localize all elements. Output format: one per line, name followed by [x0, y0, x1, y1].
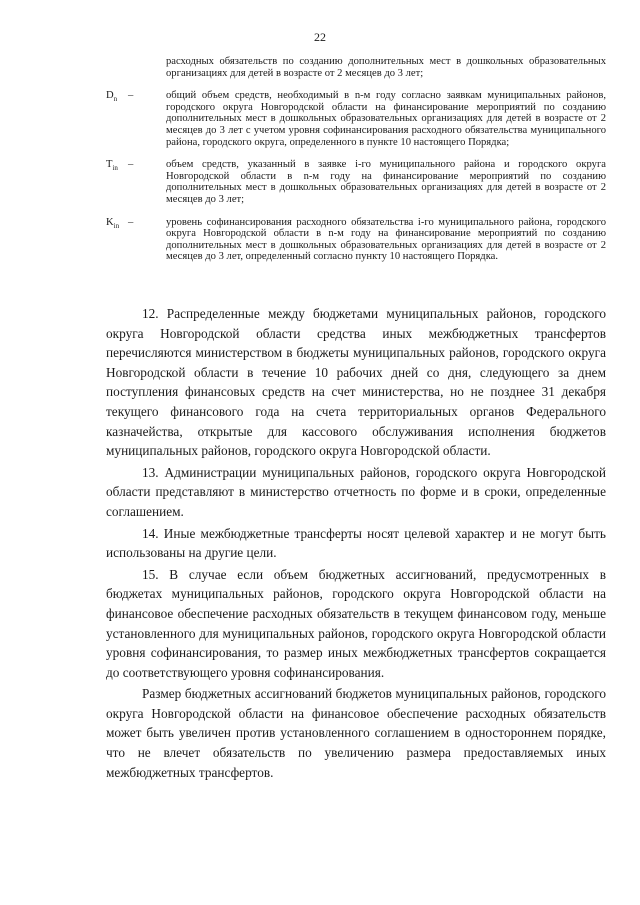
definition-dash: –	[128, 90, 134, 102]
definition-symbol: $K_{in}$	[106, 216, 120, 230]
definition-item	[106, 90, 606, 148]
paragraph-13: 13. Администрации муниципальных районов, городского округа Новгородской области представляют в министерство отчетность по форме и в сроки, определенные соглашением.	[106, 464, 606, 519]
document-body	[106, 304, 606, 784]
paragraph-15: 15. В случае если объем бюджетных ассигнований, предусмотренных в бюджетах муниципальных районов, городского округа Новгородской области на финансовое обеспечение расходных обязательств в текущем финансовом году, меньше установленного для муниципальных районов, городского округа Новгородской области уровня софинансирования, то размер иных межбюджетных трансфертов сокращается до соответствующего уровня софинансирования.	[106, 566, 606, 680]
paragraph-budget-increase: Размер бюджетных ассигнований бюджетов муниципальных районов, городского округа Новгородской области на финансовое обеспечение расходных обязательств может быть увеличен против установленного соглашением в одностороннем порядке, что не влечет обязательств по увеличению размера предоставляемых иных межбюджетных трансфертов.	[106, 686, 606, 780]
definition-text: общий объем средств, необходимый в n-м году согласно заявкам муниципальных районов, городского округа Новгородской области на финансирование мероприятий по созданию дополнительных мест в дошкольных образовательных организациях для детей в возрасте от 2 месяцев до 3 лет с учетом уровня софинансирования расходного обязательства муниципального района, городского округа, определенного в пункте 10 настоящего Порядка;	[166, 90, 606, 148]
definition-dash: –	[128, 159, 134, 171]
paragraph-12: 12. Распределенные между бюджетами муниципальных районов, городского округа Новгородской области средства иных межбюджетных трансфертов перечисляются министерством в бюджеты муниципальных районов, городского округа Новгородской области в течение 10 рабочих дней со дня, следующего за днем поступления финансовых средств на счет министерства, но не позднее 31 декабря текущего финансового года на счета территориальных органов Федерального казначейства, открытые для кассового обслуживания исполнения бюджетов муниципальных районов, городского округа Новгородской области.	[106, 306, 606, 459]
page-number: 22	[314, 30, 326, 44]
definition-dash: –	[128, 216, 134, 228]
definition-text: объем средств, указанный в заявке i-го муниципального района и городского округа Новгородской области в n-м году на финансирование мероприятий по созданию дополнительных мест в дошкольных образовательных организациях для детей в возрасте от 2 месяцев до 3 лет;	[166, 159, 606, 205]
definition-item	[106, 159, 606, 205]
definition-symbol: $D_n$	[106, 90, 118, 104]
paragraph-14: 14. Иные межбюджетные трансферты носят целевой характер и не могут быть использованы на другие цели.	[106, 525, 606, 561]
definition-text: уровень софинансирования расходного обязательства i-го муниципального района, городского округа Новгородской области в n-м году на финансирование мероприятий по созданию дополнительных мест в дошкольных образовательных организациях для детей в возрасте от 2 месяцев до 3 лет, определенный согласно пункту 10 настоящего Порядка.	[166, 216, 606, 263]
definition-continuation: расходных обязательств по созданию дополнительных мест в дошкольных образовательных организациях для детей в возрасте от 2 месяцев до 3 лет;	[166, 56, 606, 79]
definitions-block	[106, 56, 606, 263]
definition-symbol: $T_{in}$	[106, 159, 118, 173]
definition-item	[106, 217, 606, 263]
